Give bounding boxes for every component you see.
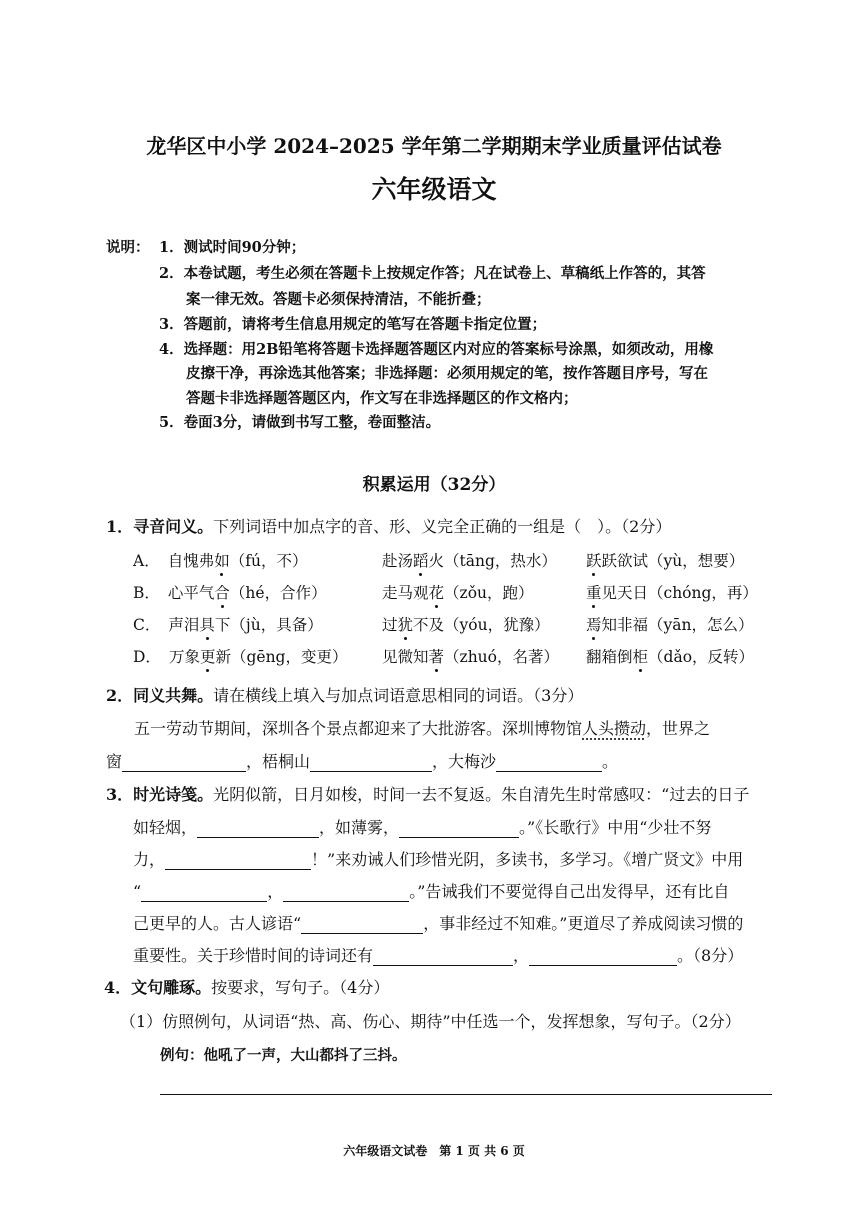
q1-text: 下列词语中加点字的音、形、义完全正确的一组是（ ）。（2分） xyxy=(213,517,672,536)
dotted-char: 焉 xyxy=(586,613,602,635)
dotted-phrase: 人头攒动 xyxy=(582,719,647,738)
word-part: 不及（yóu，犹豫） xyxy=(413,616,550,634)
dotted-char: 合 xyxy=(214,581,230,603)
dotted-char: 重 xyxy=(586,581,602,603)
text: ，如薄雾， xyxy=(319,818,400,837)
q2-number: 2． xyxy=(106,686,134,705)
word-part: 赴汤 xyxy=(382,552,414,570)
question-3-line6 xyxy=(133,946,743,966)
dotted-char: 具 xyxy=(199,613,215,635)
q1-option-d-col2 xyxy=(382,645,559,667)
option-letter: C． xyxy=(133,616,161,634)
text: “ xyxy=(133,882,142,901)
question-4-heading xyxy=(104,978,389,998)
word-part: （hé，合作） xyxy=(229,584,327,602)
q2-blank-2[interactable] xyxy=(310,754,432,772)
q3-number: 3． xyxy=(106,785,134,804)
question-3-line4 xyxy=(133,882,729,902)
word-part: 火（tāng，热水） xyxy=(428,552,557,570)
option-letter: B． xyxy=(133,584,160,602)
word-part: 走马观 xyxy=(382,584,429,602)
q3-blank-5[interactable] xyxy=(283,884,409,902)
q1-number: 1． xyxy=(106,517,134,536)
q3-blank-3[interactable] xyxy=(165,852,311,870)
q2-title: 同义共舞。 xyxy=(133,686,214,705)
exam-title: 龙华区中小学 2024–2025 学年第二学期期末学业质量评估试卷 xyxy=(146,134,722,158)
q1-option-d-col3 xyxy=(586,645,754,667)
q4-text: 按要求，写句子。（4分） xyxy=(211,978,390,997)
text: 重要性。关于珍惜时间的诗词还有 xyxy=(133,946,374,965)
text: ！”来劝诫人们珍惜光阴，多读书，多学习。《增广贤文》中用 xyxy=(311,850,744,869)
question-1-heading xyxy=(106,517,671,537)
q4-answer-line[interactable] xyxy=(160,1094,772,1095)
question-3-line2 xyxy=(133,818,711,838)
q3-blank-4[interactable] xyxy=(141,884,267,902)
word-part: 过 xyxy=(382,616,398,634)
word-part: 翻箱倒 xyxy=(586,648,633,666)
text: 。（8分） xyxy=(677,946,744,965)
dotted-char: 柜 xyxy=(633,645,649,667)
dotted-char: 花 xyxy=(429,581,445,603)
text: 光阴似箭，日月如梭，时间一去不复返。朱自清先生时常感叹：“过去的日子 xyxy=(213,785,750,804)
notes-label: 说明： xyxy=(106,239,150,256)
word-part: （zhuó，名著） xyxy=(444,648,559,666)
page-footer: 六年级语文试卷 第 1 页 共 6 页 xyxy=(343,1144,525,1158)
note-item-4: 4．选择题：用2B铅笔将答题卡选择题答题区内对应的答案标号涂黑，如须改动，用橡 xyxy=(159,341,714,358)
q3-blank-1[interactable] xyxy=(197,820,319,838)
note-item-2-cont: 案一律无效。答题卡必须保持清洁，不能折叠； xyxy=(186,291,491,308)
text: ，梧桐山 xyxy=(246,752,311,771)
q4-sub-1: （1）仿照例句，从词语“热、高、伤心、期待”中任选一个，发挥想象，写句子。（2分） xyxy=(120,1012,741,1031)
q1-title: 寻音问义。 xyxy=(133,517,214,536)
question-3-line5 xyxy=(133,914,743,934)
text: 窗 xyxy=(106,752,123,771)
text: ， xyxy=(513,946,530,965)
word-part: 自愧弗 xyxy=(167,552,215,570)
question-3-line3 xyxy=(133,850,743,870)
note-item-3: 3．答题前，请将考生信息用规定的笔写在答题卡指定位置； xyxy=(159,316,547,333)
q2-blank-1[interactable] xyxy=(122,754,246,772)
dotted-char: 如 xyxy=(214,549,230,571)
option-letter: A． xyxy=(133,552,160,570)
word-part: （fú，不） xyxy=(229,552,308,570)
note-item-4-cont2: 答题卡非选择题答题区内，作文写在非选择题区的作文格内； xyxy=(186,390,578,407)
note-item-4-cont: 皮擦干净，再涂选其他答案；非选择题：必须用规定的笔，按作答题目序号，写在 xyxy=(186,365,708,382)
dotted-char: 著 xyxy=(429,645,445,667)
word-part: 知非福（yān，怎么） xyxy=(601,616,754,634)
q1-option-b-col2 xyxy=(382,581,534,603)
subject-title: 六年级语文 xyxy=(371,175,497,204)
q1-option-d xyxy=(133,645,347,667)
word-part: 声泪 xyxy=(168,616,200,634)
word-part: 万象 xyxy=(168,648,200,666)
q3-blank-8[interactable] xyxy=(529,948,677,966)
q2-paragraph-line2 xyxy=(106,752,618,772)
text: 。”《长歌行》中用“少壮不努 xyxy=(519,818,712,837)
text: 。 xyxy=(602,752,619,771)
q1-option-c-col3 xyxy=(586,613,754,635)
q1-option-c xyxy=(133,613,323,635)
word-part: 见微知 xyxy=(382,648,429,666)
q1-option-b xyxy=(133,581,327,603)
q1-option-c-col2 xyxy=(382,613,550,635)
option-letter: D． xyxy=(133,648,161,666)
question-3-line1 xyxy=(106,785,749,805)
q3-blank-7[interactable] xyxy=(373,948,513,966)
q1-option-b-col3 xyxy=(586,581,758,603)
q2-paragraph-line1 xyxy=(134,719,710,739)
q2-text: 请在横线上填入与加点词语意思相同的词语。（3分） xyxy=(213,686,584,705)
text: ， xyxy=(267,882,284,901)
q2-blank-3[interactable] xyxy=(496,754,602,772)
q1-option-a-col3 xyxy=(586,549,744,571)
text: ，世界之 xyxy=(646,719,711,738)
word-part: 新（gēng，变更） xyxy=(215,648,348,666)
q3-blank-6[interactable] xyxy=(301,916,423,934)
text: 力， xyxy=(133,850,166,869)
q1-option-a-col2 xyxy=(382,549,557,571)
dotted-char: 更 xyxy=(200,645,216,667)
text: 。”告诫我们不要觉得自己出发得早，还有比自 xyxy=(409,882,730,901)
text: 如轻烟， xyxy=(133,818,198,837)
word-part: 心平气 xyxy=(167,584,215,602)
q4-number: 4． xyxy=(104,978,132,997)
word-part: （dǎo，反转） xyxy=(648,648,755,666)
text: ，事非经过不知难。”更道尽了养成阅读习惯的 xyxy=(423,914,744,933)
q4-example: 例句：他吼了一声，大山都抖了三抖。 xyxy=(160,1047,407,1064)
text: ，大梅沙 xyxy=(432,752,497,771)
text: 己更早的人。古人谚语“ xyxy=(133,914,302,933)
q1-option-a xyxy=(133,549,307,571)
word-part: 见天日（chóng，再） xyxy=(601,584,758,602)
question-2-heading xyxy=(106,686,583,706)
word-part: （zǒu，跑） xyxy=(444,584,534,602)
text: 五一劳动节期间，深圳各个景点都迎来了大批游客。深圳博物馆 xyxy=(134,719,583,738)
word-part: 跃欲试（yù，想要） xyxy=(601,552,745,570)
word-part: 下（jù，具备） xyxy=(214,616,323,634)
note-item-1: 1．测试时间90分钟； xyxy=(159,239,306,256)
q3-blank-2[interactable] xyxy=(399,820,519,838)
section-title: 积累运用（32分） xyxy=(362,475,506,495)
q3-title: 时光诗笺。 xyxy=(133,785,214,804)
q4-title: 文句雕琢。 xyxy=(131,978,212,997)
note-item-2: 2．本卷试题，考生必须在答题卡上按规定作答；凡在试卷上、草稿纸上作答的，其答 xyxy=(159,265,706,282)
dotted-char: 犹 xyxy=(398,613,414,635)
dotted-char: 蹈 xyxy=(413,549,429,571)
note-item-5: 5．卷面3分，请做到书写工整，卷面整洁。 xyxy=(159,414,441,431)
dotted-char: 跃 xyxy=(586,549,602,571)
